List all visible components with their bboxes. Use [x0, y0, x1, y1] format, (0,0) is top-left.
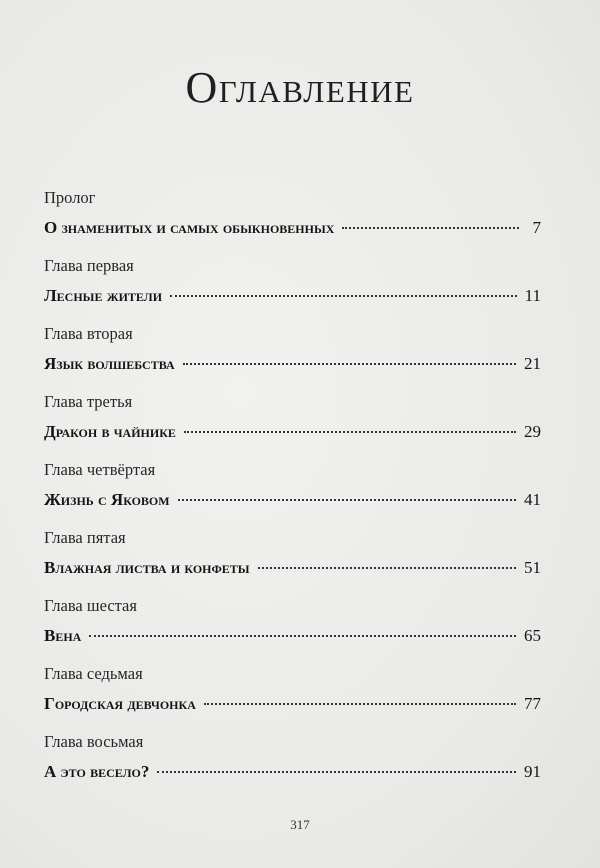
chapter-label: Глава вторая [44, 324, 133, 343]
page-number: 41 [524, 490, 541, 509]
chapter-label: Глава четвёртая [44, 460, 156, 479]
chapter-label: Глава шестая [44, 596, 137, 615]
chapter-label: Глава первая [44, 256, 134, 275]
page-number: 11 [524, 286, 541, 305]
chapter-title: О знаменитых и самых обыкновенных [44, 218, 335, 237]
toc-entry-chapter-8 [44, 732, 541, 800]
table-of-contents [44, 188, 541, 800]
toc-entry-chapter-7 [44, 664, 541, 732]
page-number: 91 [524, 762, 541, 781]
dot-leader [184, 431, 516, 433]
toc-entry-prologue [44, 188, 541, 256]
dot-leader [89, 635, 516, 637]
chapter-title: Городская девчонка [44, 694, 196, 713]
chapter-title: Язык волшебства [44, 354, 175, 373]
page-number: 77 [524, 694, 541, 713]
page-number: 7 [532, 218, 541, 237]
page-number: 21 [524, 354, 541, 373]
chapter-title: Вена [44, 626, 82, 645]
chapter-label: Глава восьмая [44, 732, 144, 751]
dot-leader [157, 771, 516, 773]
page-number: 65 [524, 626, 541, 645]
dot-leader [183, 363, 516, 365]
dot-leader [170, 295, 517, 297]
chapter-label: Пролог [44, 188, 96, 207]
chapter-title: Влажная листва и конфеты [44, 558, 250, 577]
chapter-label: Глава третья [44, 392, 133, 411]
toc-entry-chapter-5 [44, 528, 541, 596]
dot-leader [258, 567, 516, 569]
toc-entry-chapter-4 [44, 460, 541, 528]
toc-entry-chapter-1 [44, 256, 541, 324]
dot-leader [342, 227, 519, 229]
chapter-title: Жизнь с Яковом [44, 490, 170, 509]
page-number: 51 [524, 558, 541, 577]
toc-entry-chapter-2 [44, 324, 541, 392]
dot-leader [204, 703, 516, 705]
chapter-title: Дракон в чайнике [44, 422, 176, 441]
page-number: 29 [524, 422, 541, 441]
page-title: Оглавление [185, 63, 415, 112]
chapter-title: Лесные жители [44, 286, 163, 305]
page-footer-number: 317 [290, 817, 310, 832]
toc-entry-chapter-6 [44, 596, 541, 664]
chapter-label: Глава седьмая [44, 664, 143, 683]
toc-entry-chapter-3 [44, 392, 541, 460]
dot-leader [178, 499, 516, 501]
chapter-title: А это весело? [44, 762, 150, 781]
chapter-label: Глава пятая [44, 528, 126, 547]
